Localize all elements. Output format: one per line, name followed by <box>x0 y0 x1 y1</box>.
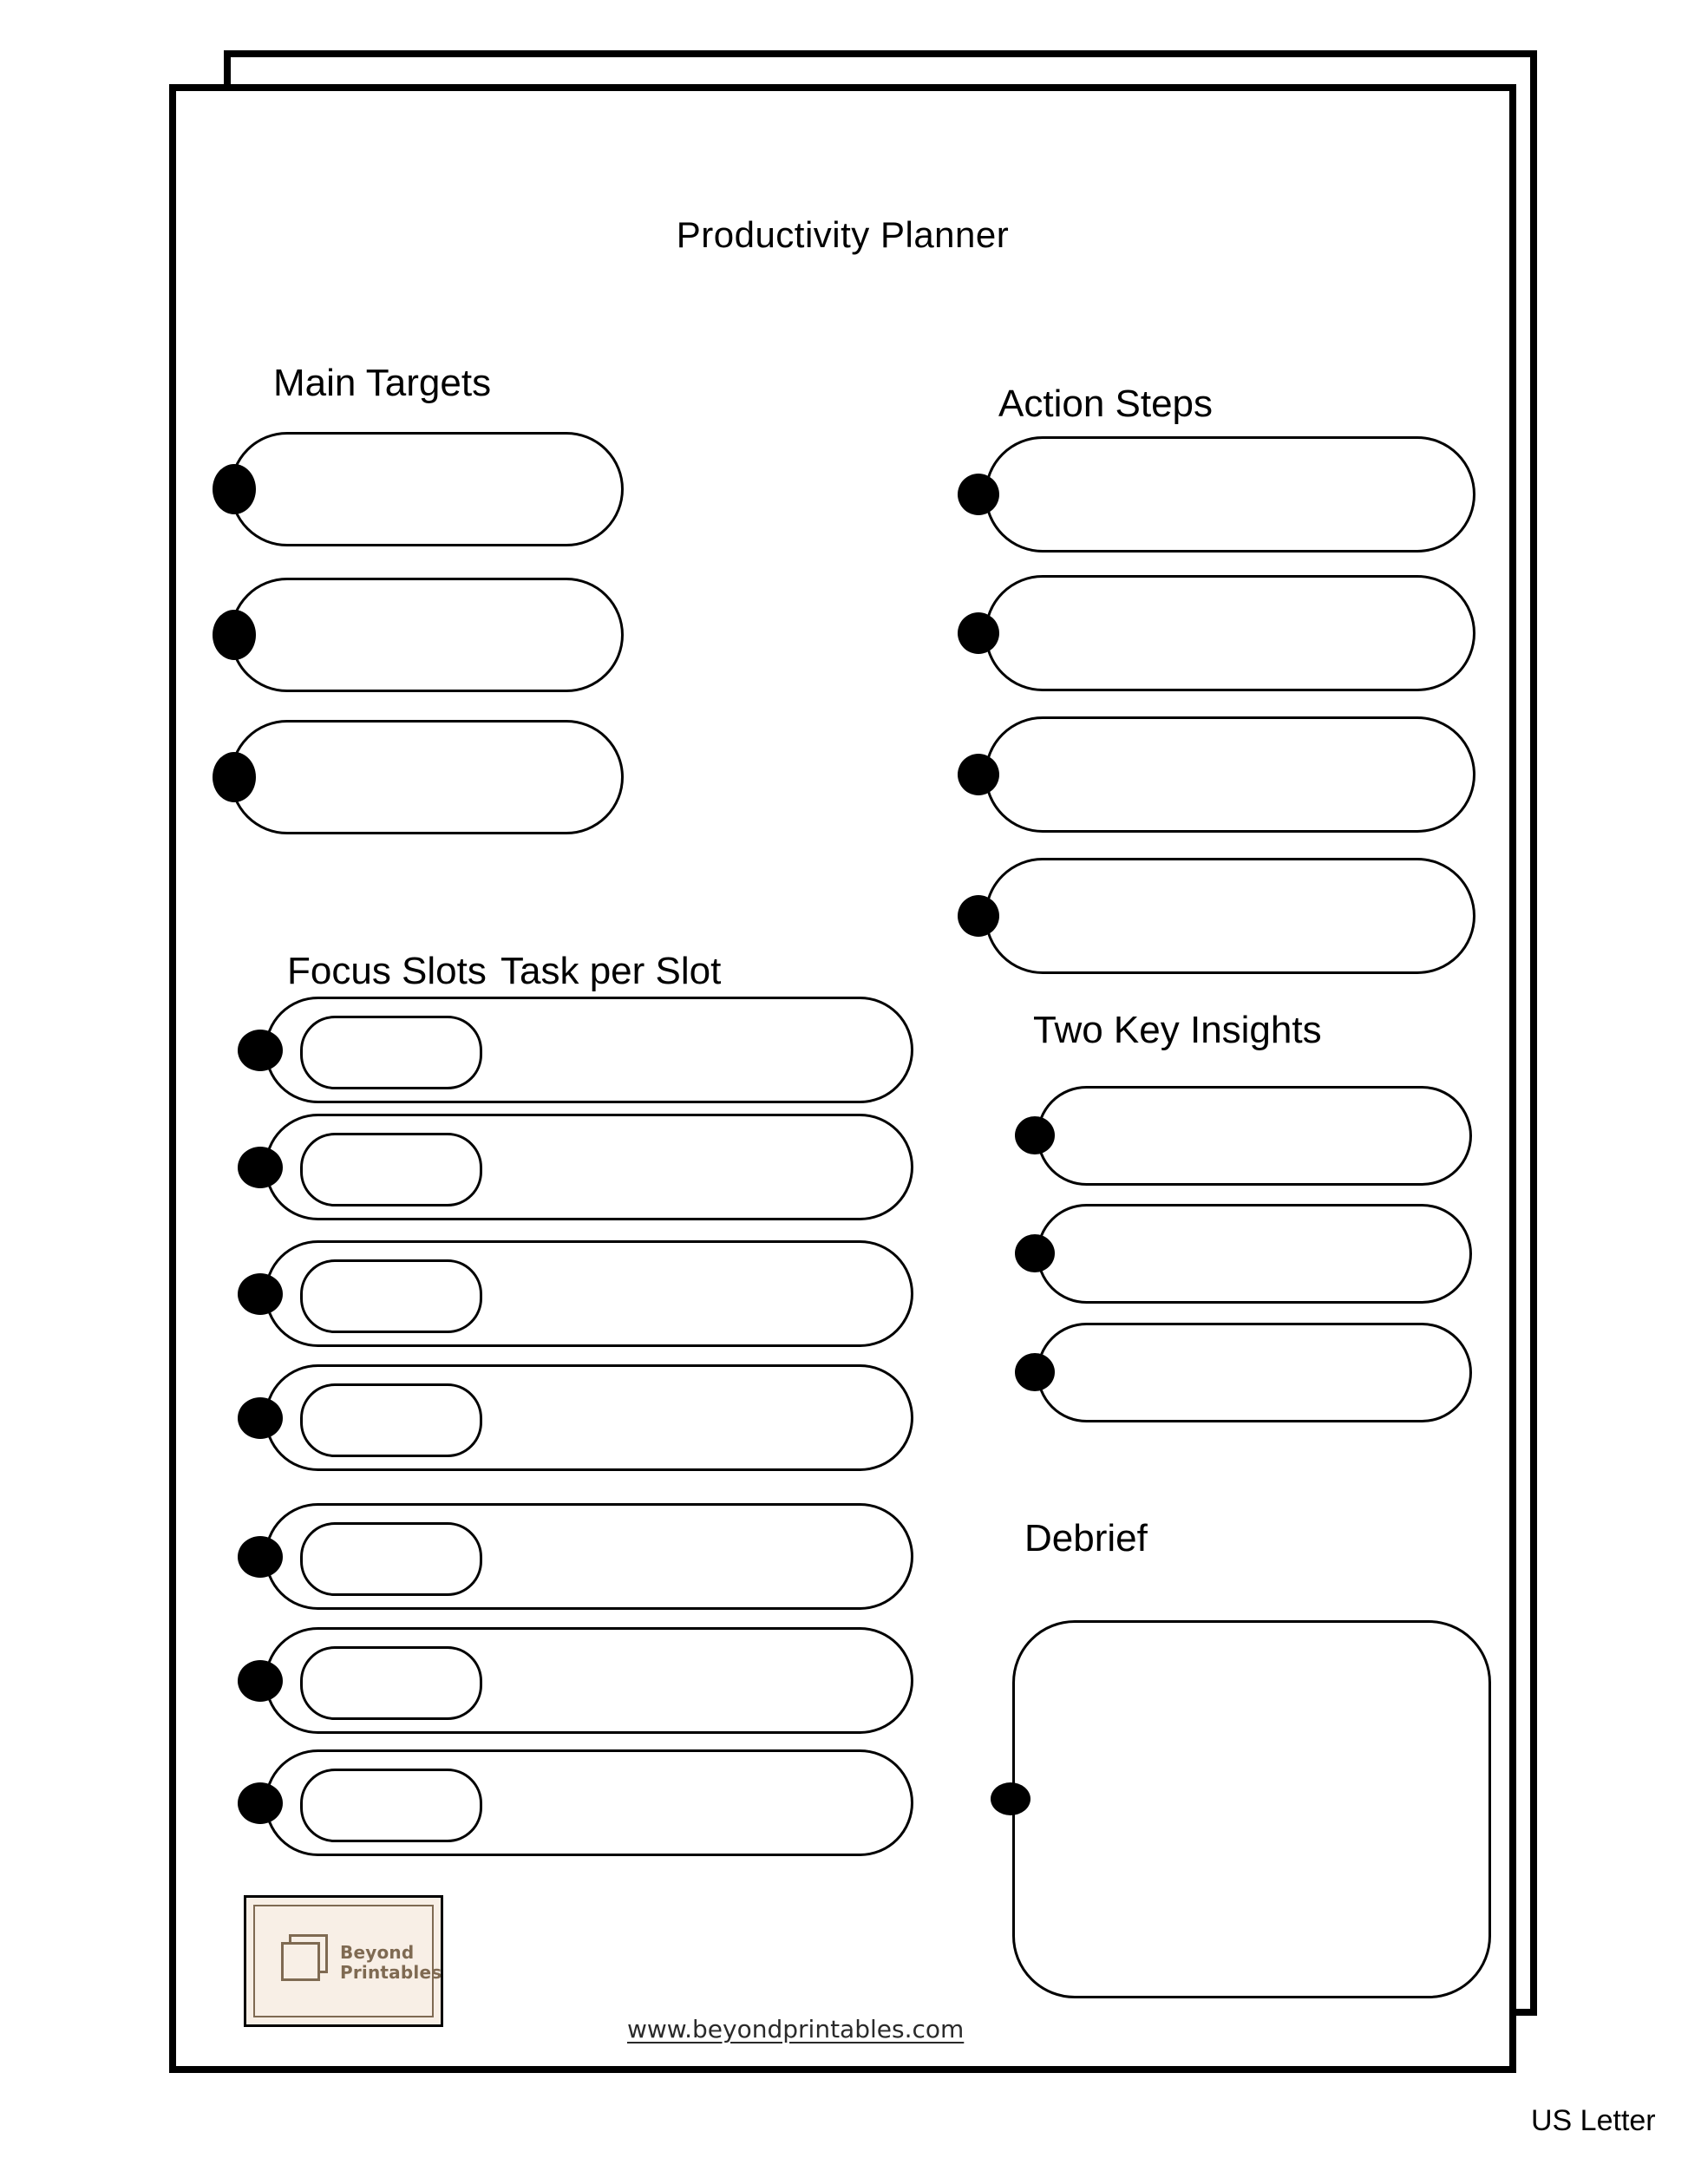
main-target-slot-2[interactable] <box>230 578 624 692</box>
bullet-dot-icon <box>991 1782 1030 1815</box>
website-link[interactable]: www.beyondprintables.com <box>627 2015 965 2043</box>
insight-slot-1[interactable] <box>1037 1086 1472 1186</box>
bullet-dot-icon <box>238 1397 283 1439</box>
focus-slot-time-1[interactable] <box>300 1016 482 1089</box>
action-step-slot-4[interactable] <box>985 858 1475 974</box>
bullet-dot-icon <box>1015 1234 1055 1272</box>
planner-page <box>169 84 1516 2073</box>
bullet-dot-icon <box>238 1782 283 1824</box>
logo-wordmark <box>340 1943 442 1983</box>
focus-slot-row-1[interactable] <box>265 997 913 1103</box>
two-key-insights-heading: Two Key Insights <box>1033 1009 1322 1051</box>
insight-slot-2[interactable] <box>1037 1204 1472 1304</box>
bullet-dot-icon <box>238 1273 283 1315</box>
logo-word-line2: Printables <box>340 1962 442 1983</box>
focus-slot-row-3[interactable] <box>265 1240 913 1347</box>
focus-slot-row-5[interactable] <box>265 1503 913 1610</box>
paper-size-label: US Letter <box>1531 2104 1656 2137</box>
bullet-dot-icon <box>213 610 256 660</box>
brand-logo <box>244 1895 443 2027</box>
focus-slot-time-3[interactable] <box>300 1259 482 1333</box>
main-target-slot-3[interactable] <box>230 720 624 834</box>
focus-slot-time-7[interactable] <box>300 1769 482 1842</box>
focus-slot-time-2[interactable] <box>300 1133 482 1206</box>
debrief-heading: Debrief <box>1024 1517 1148 1560</box>
bullet-dot-icon <box>238 1660 283 1702</box>
debrief-notes-area[interactable] <box>1012 1620 1491 1998</box>
focus-slot-row-6[interactable] <box>265 1627 913 1734</box>
main-targets-heading: Main Targets <box>273 362 492 404</box>
bullet-dot-icon <box>213 464 256 514</box>
bullet-dot-icon <box>958 754 999 795</box>
bullet-dot-icon <box>958 474 999 515</box>
action-step-slot-1[interactable] <box>985 436 1475 553</box>
focus-slot-time-5[interactable] <box>300 1522 482 1596</box>
action-step-slot-3[interactable] <box>985 716 1475 833</box>
task-per-slot-heading: Task per Slot <box>501 950 722 992</box>
focus-slot-row-7[interactable] <box>265 1749 913 1856</box>
bullet-dot-icon <box>958 895 999 937</box>
bullet-dot-icon <box>238 1030 283 1071</box>
main-target-slot-1[interactable] <box>230 432 624 546</box>
bullet-dot-icon <box>238 1536 283 1578</box>
focus-slot-time-6[interactable] <box>300 1646 482 1720</box>
bullet-dot-icon <box>213 752 256 802</box>
bullet-dot-icon <box>1015 1353 1055 1391</box>
bullet-dot-icon <box>958 612 999 654</box>
focus-slot-time-4[interactable] <box>300 1383 482 1457</box>
bullet-dot-icon <box>238 1147 283 1188</box>
action-step-slot-2[interactable] <box>985 575 1475 691</box>
logo-word-line1: Beyond <box>340 1942 415 1963</box>
focus-slots-heading: Focus Slots <box>287 950 487 992</box>
page-title: Productivity Planner <box>676 214 1010 255</box>
focus-slot-row-2[interactable] <box>265 1114 913 1220</box>
stacked-pages-icon <box>281 1934 335 1988</box>
bullet-dot-icon <box>1015 1116 1055 1154</box>
action-steps-heading: Action Steps <box>998 383 1214 425</box>
focus-slot-row-4[interactable] <box>265 1364 913 1471</box>
insight-slot-3[interactable] <box>1037 1323 1472 1422</box>
